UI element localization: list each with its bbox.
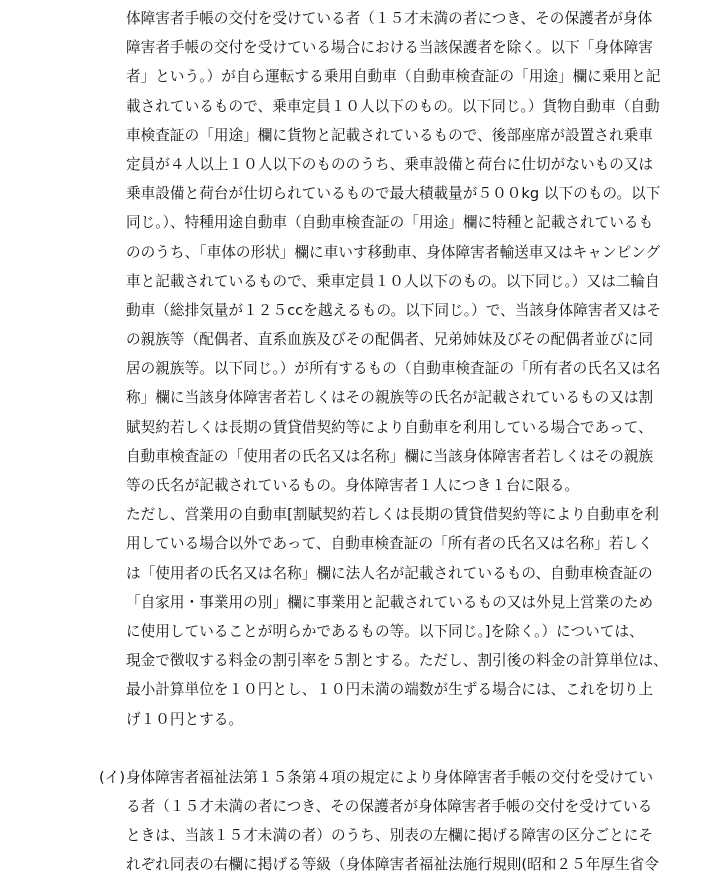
text-line: 最小計算単位を１０円とし、１０円未満の端数が生ずる場合には、これを切り上 <box>126 681 654 699</box>
text-line: る者（１５才未満の者につき、その保護者が身体障害者手帳の交付を受けている <box>126 798 653 816</box>
text-line: 等の氏名が記載されているもの。身体障害者１人につき１台に限る。 <box>126 477 580 494</box>
text-line: ただし、営業用の自動車[割賦契約若しくは長期の賃貸借契約等により自動車を利 <box>126 506 659 524</box>
text-line: 居の親族等。以下同じ。）が所有するもの（自動車検査証の「所有者の氏名又は名 <box>126 360 661 378</box>
text-line: 同じ。）、特種用途自動車（自動車検査証の「用途」欄に特種と記載されているも <box>126 214 654 232</box>
text-line: 車と記載されているもので、乗車定員１０人以下のもの。以下同じ。）又は二輪自 <box>126 272 660 290</box>
text-line: は「使用者の氏名又は名称」欄に法人名が記載されているもの、自動車検査証の <box>126 564 653 582</box>
text-line: 者」という。）が自ら運転する乗用自動車（自動車検査証の「用途」欄に乗用と記 <box>126 68 661 86</box>
text-line: 「自家用・事業用の別」欄に事業用と記載されているもの又は外見上営業のため <box>126 593 654 611</box>
text-line: 自動車検査証の「使用者の氏名又は名称」欄に当該身体障害者若しくはその親族 <box>126 447 654 465</box>
text-line: れぞれ同表の右欄に掲げる等級（身体障害者福祉法施行規則(昭和２５年厚生省令 <box>126 856 659 874</box>
text-line: 称」欄に当該身体障害者若しくはその親族等の氏名が記載されているもの又は割 <box>126 389 654 407</box>
text-line: 乗車設備と荷台が仕切られているもので最大積載量が５００kg 以下のもの。以下 <box>126 185 661 203</box>
paragraph-vehicle-definition <box>0 4 724 500</box>
text-line: の親族等（配偶者、直系血族及びその配偶者、兄弟姉妹及びその配偶者並びに同 <box>126 331 654 349</box>
text-line: 障害者手帳の交付を受けている場合における当該保護者を除く。以下「身体障害 <box>126 39 653 57</box>
text-line: 体障害者手帳の交付を受けている者（１５才未満の者につき、その保護者が身体 <box>126 10 653 27</box>
blank-spacer <box>0 734 724 763</box>
text-line: 身体障害者福祉法第１５条第４項の規定により身体障害者手帳の交付を受けてい <box>126 768 654 786</box>
list-item-i <box>0 763 724 880</box>
text-line: 賦契約若しくは長期の賃貸借契約等により自動車を利用している場合であって、 <box>126 418 653 436</box>
text-line: 定員が４人以上１０人以下のもののうち、乗車設備と荷台に仕切がないもの又は <box>126 155 654 173</box>
text-line: 車検査証の「用途」欄に貨物と記載されているもので、後部座席が設置され乗車 <box>126 126 653 144</box>
text-line: 用している場合以外であって、自動車検査証の「所有者の氏名又は名称」若しく <box>126 535 653 553</box>
text-line: 載されているもので、乗車定員１０人以下のもの。以下同じ。）貨物自動車（自動 <box>126 97 660 115</box>
text-line: ののうち、「車体の形状」欄に車いす移動車、身体障害者輸送車又はキャンピング <box>126 243 661 261</box>
list-item-first-line <box>0 763 724 792</box>
text-line: 動車（総排気量が１２５ccを越えるもの。以下同じ。）で、当該身体障害者又はそ <box>126 301 662 319</box>
text-line: 現金で徴収する料金の割引率を５割とする。ただし、割引後の料金の計算単位は、 <box>126 652 668 670</box>
text-line: げ１０円とする。 <box>126 710 244 728</box>
text-line: に使用していることが明らかであるもの等。以下同じ。]を除く。）については、 <box>126 622 644 640</box>
document-body <box>0 4 724 880</box>
list-item-marker: (イ) <box>99 768 126 786</box>
text-line: ときは、当該１５才未満の者）のうち、別表の左欄に掲げる障害の区分ごとにそ <box>126 827 654 845</box>
paragraph-proviso-discount <box>0 500 724 734</box>
